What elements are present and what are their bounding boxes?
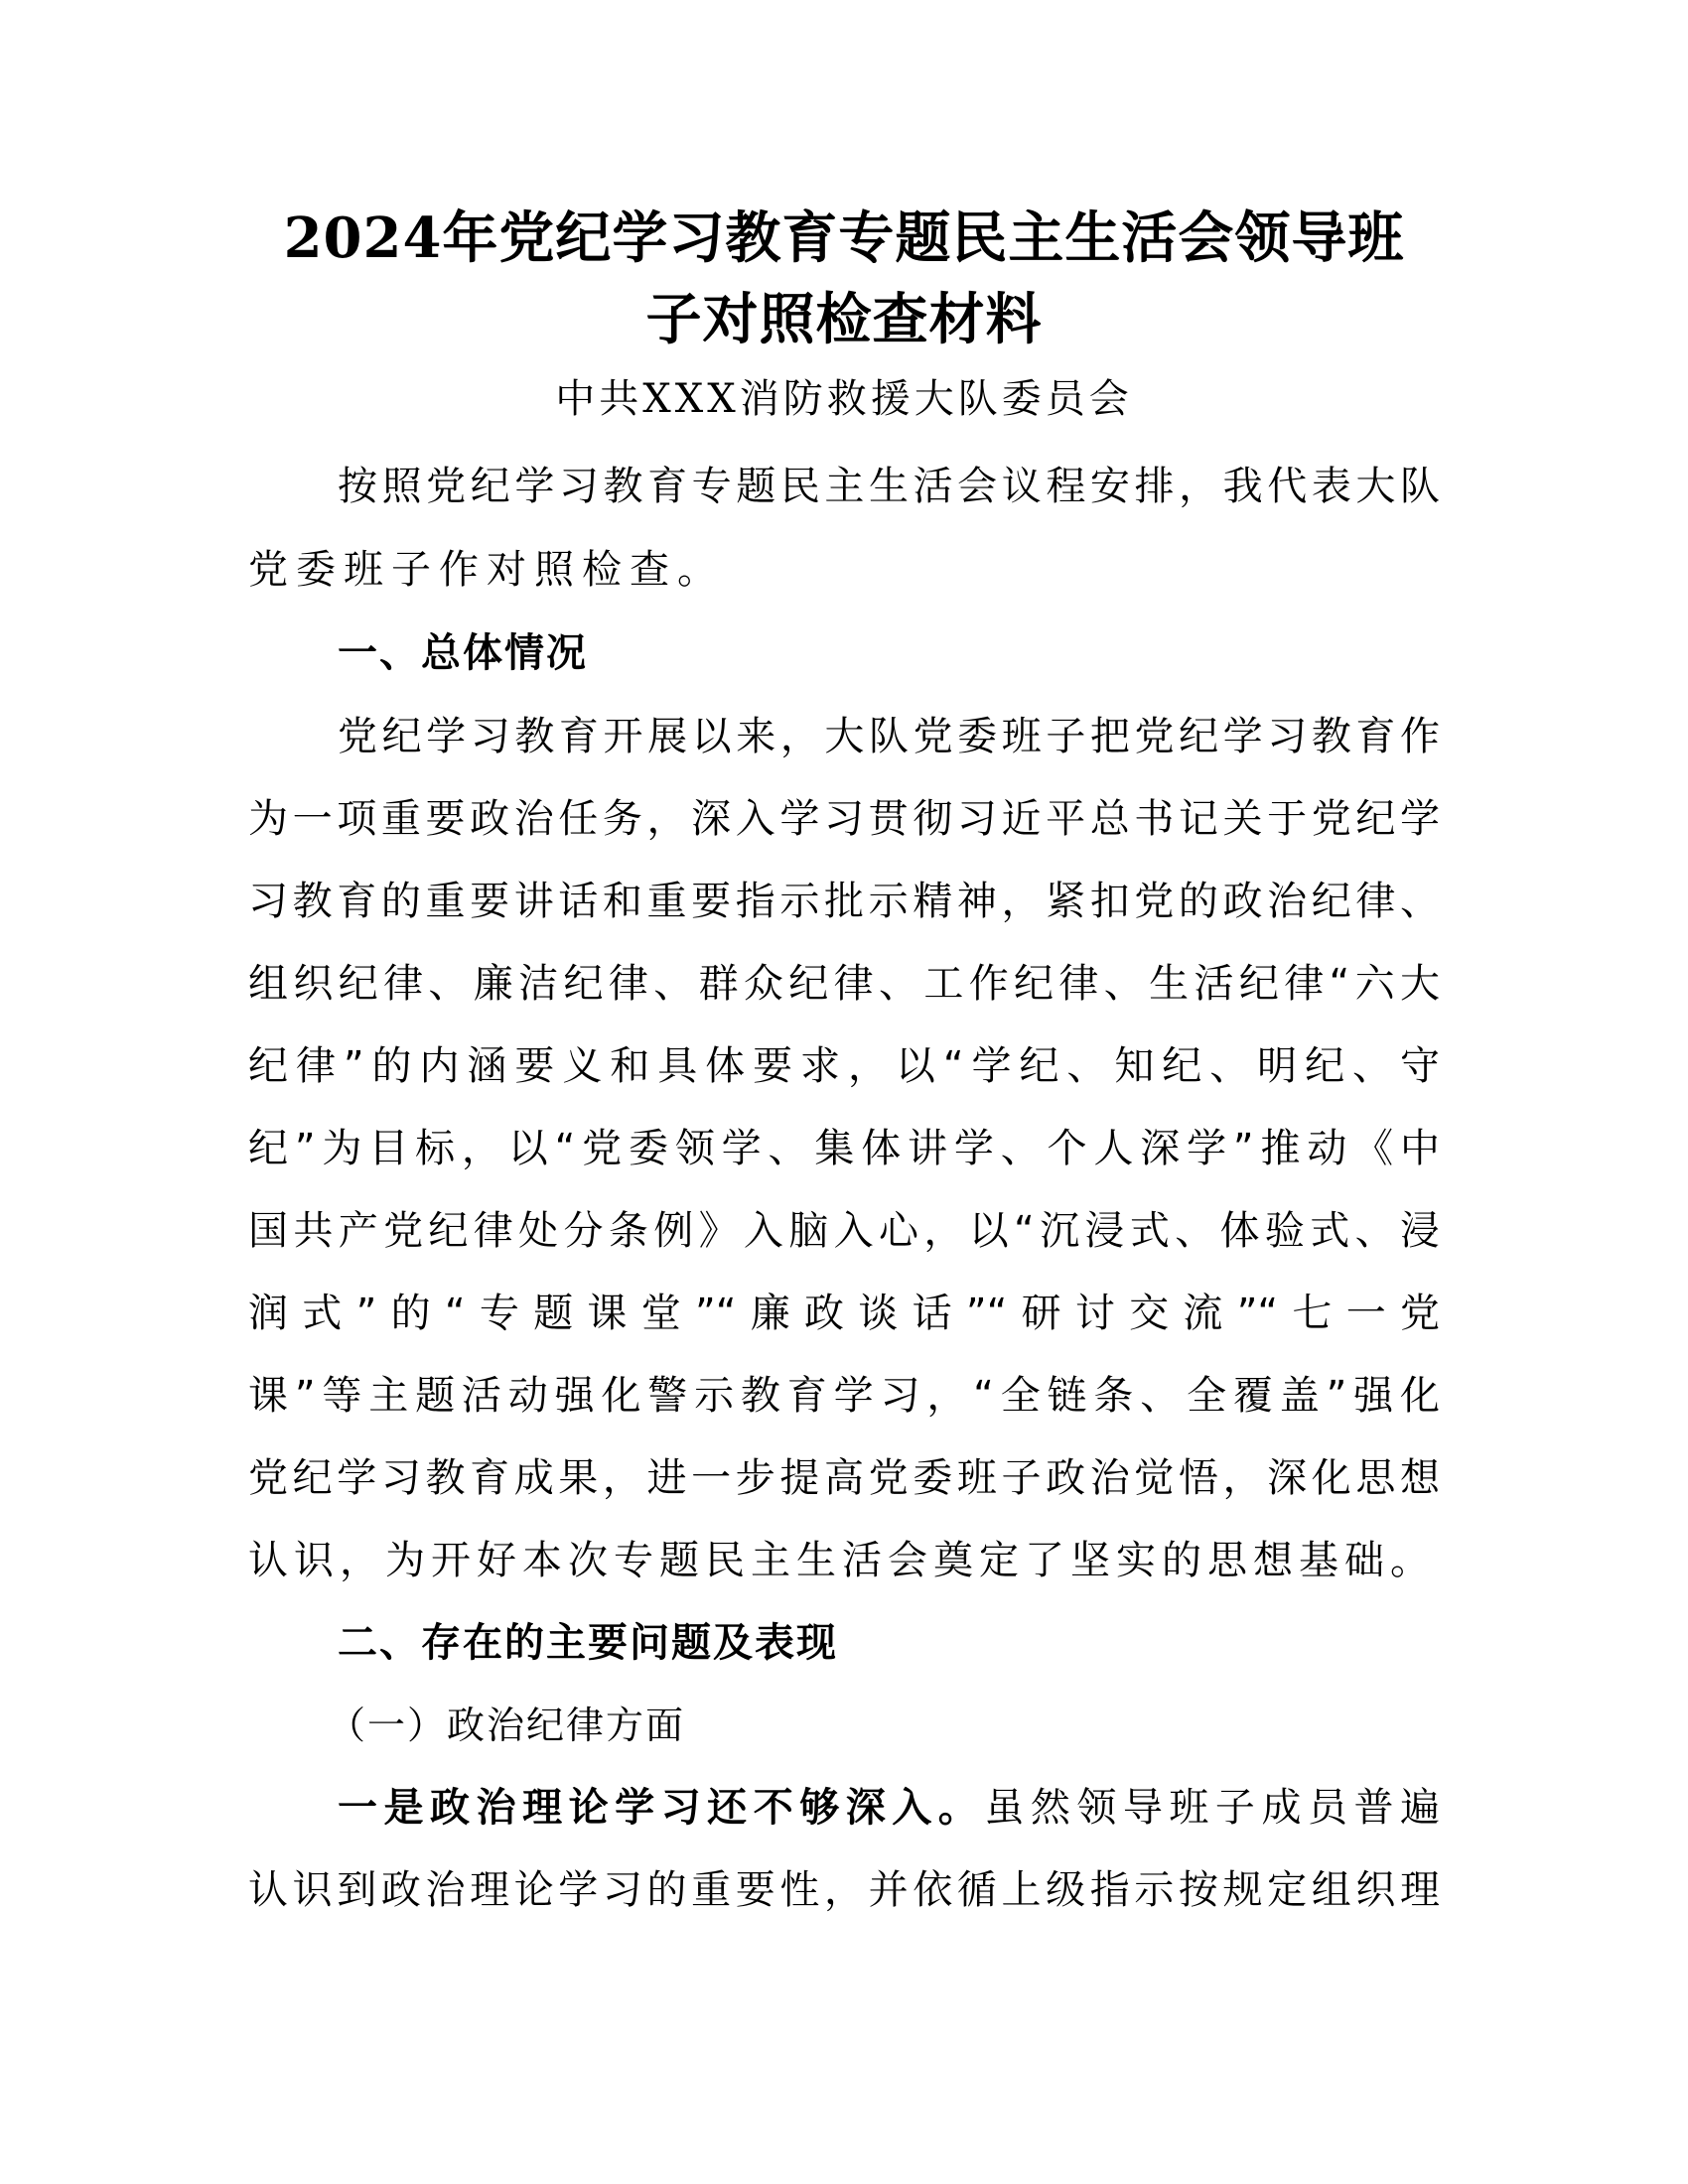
point-text: 虽然领导班子成员普遍	[984, 1785, 1441, 1831]
paragraph-line: 党纪学习教育成果，进一步提高党委班子政治觉悟，深化思想	[248, 1455, 1440, 1501]
document-author: 中共XXX消防救援大队委员会	[555, 376, 1133, 422]
paragraph-line: 润式”的“专题课堂”“廉政谈话”“研讨交流”“七一党	[248, 1291, 1440, 1336]
paragraph-line: 课”等主题活动强化警示教育学习，“全链条、全覆盖”强化	[248, 1373, 1440, 1419]
document-title-line-1: 2024年党纪学习教育专题民主生活会领导班	[283, 205, 1405, 271]
subsection-heading: （一）政治纪律方面	[328, 1704, 686, 1747]
paragraph-line: 纪律”的内涵要义和具体要求，以“学纪、知纪、明纪、守	[248, 1043, 1440, 1089]
paragraph-line: 按照党纪学习教育专题民主生活会议程安排，我代表大队	[338, 464, 1440, 509]
paragraph-line: 认识，为开好本次专题民主生活会奠定了坚实的思想基础。	[248, 1538, 1436, 1583]
section-heading: 二、存在的主要问题及表现	[338, 1620, 838, 1666]
paragraph-line	[338, 1766, 1440, 1849]
paragraph-line: 习教育的重要讲话和重要指示批示精神，紧扣党的政治纪律、	[248, 879, 1440, 924]
paragraph-line: 纪”为目标，以“党委领学、集体讲学、个人深学”推动《中	[248, 1126, 1440, 1171]
paragraph-line: 党纪学习教育开展以来，大队党委班子把党纪学习教育作	[338, 714, 1440, 759]
paragraph-line: 党委班子作对照检查。	[248, 547, 725, 593]
point-title: 一是政治理论学习还不够深入。	[338, 1785, 985, 1831]
paragraph-line: 认识到政治理论学习的重要性，并依循上级指示按规定组织理	[248, 1867, 1440, 1913]
paragraph-line: 为一项重要政治任务，深入学习贯彻习近平总书记关于党纪学	[248, 796, 1440, 842]
section-heading: 一、总体情况	[338, 630, 588, 676]
paragraph-line: 国共产党纪律处分条例》入脑入心，以“沉浸式、体验式、浸	[248, 1208, 1440, 1254]
document-title-line-2: 子对照检查材料	[645, 287, 1043, 352]
paragraph-line: 组织纪律、廉洁纪律、群众纪律、工作纪律、生活纪律“六大	[248, 961, 1440, 1007]
